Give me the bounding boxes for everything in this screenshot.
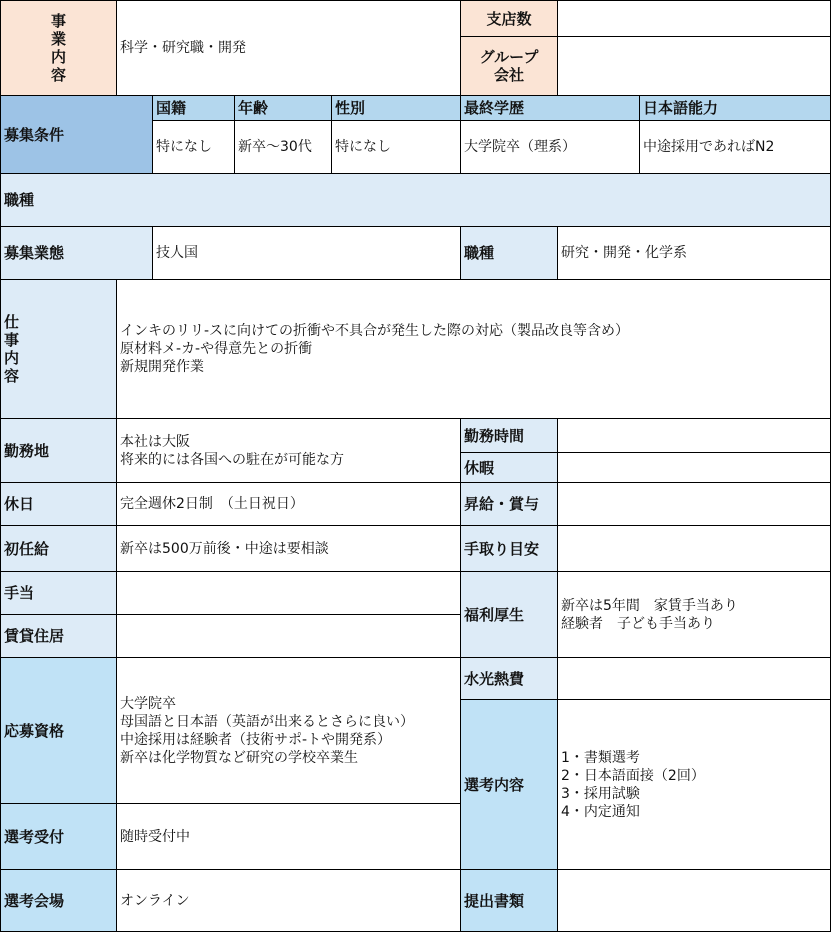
job-content-line: 新規開発作業 xyxy=(120,359,204,375)
workplace-value xyxy=(117,419,461,483)
business-label-line: 容 xyxy=(50,66,66,84)
raise-value xyxy=(558,483,831,526)
business-label-line: 事 xyxy=(50,12,66,30)
welfare-value xyxy=(558,572,831,658)
reception-value: 随時受付中 xyxy=(117,804,461,870)
recruit-value-gender: 特になし xyxy=(332,121,461,174)
job-content-label-line: 内 xyxy=(4,349,20,367)
venue-label: 選考会場 xyxy=(0,870,117,932)
form-label: 募集業態 xyxy=(0,227,153,280)
recruit-value-japanese: 中途採用であればN2 xyxy=(640,121,831,174)
takehome-value xyxy=(558,526,831,572)
salary-value: 新卒は500万前後・中途は要相談 xyxy=(117,526,461,572)
housing-value xyxy=(117,615,461,658)
salary-label: 初任給 xyxy=(0,526,117,572)
takehome-label: 手取り目安 xyxy=(461,526,558,572)
job-content-value xyxy=(117,280,831,419)
recruit-header-gender: 性別 xyxy=(332,96,461,121)
workplace-label: 勤務地 xyxy=(0,419,117,483)
selection-value xyxy=(558,700,831,870)
recruit-header-age: 年齢 xyxy=(235,96,332,121)
job-content-label-line: 事 xyxy=(4,331,20,349)
utilities-value xyxy=(558,658,831,700)
documents-value xyxy=(558,870,831,932)
qualification-line: 大学院卒 xyxy=(120,695,176,712)
venue-value: オンライン xyxy=(117,870,461,932)
hours-label: 勤務時間 xyxy=(461,419,558,453)
documents-label: 提出書類 xyxy=(461,870,558,932)
holiday-value: 完全週休2日制 （土日祝日） xyxy=(117,483,461,526)
form-value: 技人国 xyxy=(153,227,461,280)
qualification-label: 応募資格 xyxy=(0,658,117,804)
branches-value xyxy=(558,0,831,37)
recruit-value-education: 大学院卒（理系） xyxy=(461,121,640,174)
welfare-label: 福利厚生 xyxy=(461,572,558,658)
group-label xyxy=(461,37,558,96)
recruit-header-education: 最終学歴 xyxy=(461,96,640,121)
selection-step: 2・日本語面接（2回） xyxy=(561,767,705,784)
workplace-line: 将来的には各国への駐在が可能な方 xyxy=(120,451,344,468)
job-content-label-line: 仕 xyxy=(4,313,20,331)
welfare-line: 新卒は5年間 家賃手当あり xyxy=(561,597,738,614)
job-content-label-line: 容 xyxy=(4,367,20,385)
recruit-header-japanese: 日本語能力 xyxy=(640,96,831,121)
hours-value xyxy=(558,419,831,453)
job-content-line: インキのリリ-スに向けての折衝や不具合が発生した際の対応（製品改良等含め） xyxy=(120,323,630,339)
leave-value xyxy=(558,453,831,483)
recruit-header-nationality: 国籍 xyxy=(153,96,235,121)
qualification-line: 新卒は化学物質など研究の学校卒業生 xyxy=(120,749,358,766)
business-value: 科学・研究職・開発 xyxy=(117,0,461,96)
group-label-line: 会社 xyxy=(493,66,524,84)
reception-label: 選考受付 xyxy=(0,804,117,870)
qualification-line: 中途採用は経験者（技術サポ-トや開発系） xyxy=(120,731,392,748)
raise-label: 昇給・賞与 xyxy=(461,483,558,526)
recruit-value-nationality: 特になし xyxy=(153,121,235,174)
holiday-label: 休日 xyxy=(0,483,117,526)
qualification-line: 母国語と日本語（英語が出来るとさらに良い） xyxy=(120,713,414,730)
qualification-value xyxy=(117,658,461,804)
job-type-value: 研究・開発・化学系 xyxy=(558,227,831,280)
leave-label: 休暇 xyxy=(461,453,558,483)
job-content-line: 原材料メ-カ-や得意先との折衝 xyxy=(120,341,313,357)
group-label-line: グループ xyxy=(479,48,539,66)
job-type-label: 職種 xyxy=(461,227,558,280)
business-label-line: 業 xyxy=(50,30,66,48)
business-label xyxy=(0,0,117,96)
workplace-line: 本社は大阪 xyxy=(120,433,190,450)
job-category-label: 職種 xyxy=(0,174,831,227)
recruit-label: 募集条件 xyxy=(0,96,153,174)
job-content-label xyxy=(0,280,117,419)
allowance-value xyxy=(117,572,461,615)
housing-label: 賃貸住居 xyxy=(0,615,117,658)
welfare-line: 経験者 子ども手当あり xyxy=(561,615,715,632)
selection-step: 3・採用試験 xyxy=(561,785,640,802)
group-value xyxy=(558,37,831,96)
recruit-value-age: 新卒～30代 xyxy=(235,121,332,174)
allowance-label: 手当 xyxy=(0,572,117,615)
business-label-line: 内 xyxy=(50,48,66,66)
branches-label: 支店数 xyxy=(461,0,558,37)
selection-step: 4・内定通知 xyxy=(561,803,640,820)
selection-step: 1・書類選考 xyxy=(561,749,640,766)
utilities-label: 水光熱費 xyxy=(461,658,558,700)
selection-label: 選考内容 xyxy=(461,700,558,870)
